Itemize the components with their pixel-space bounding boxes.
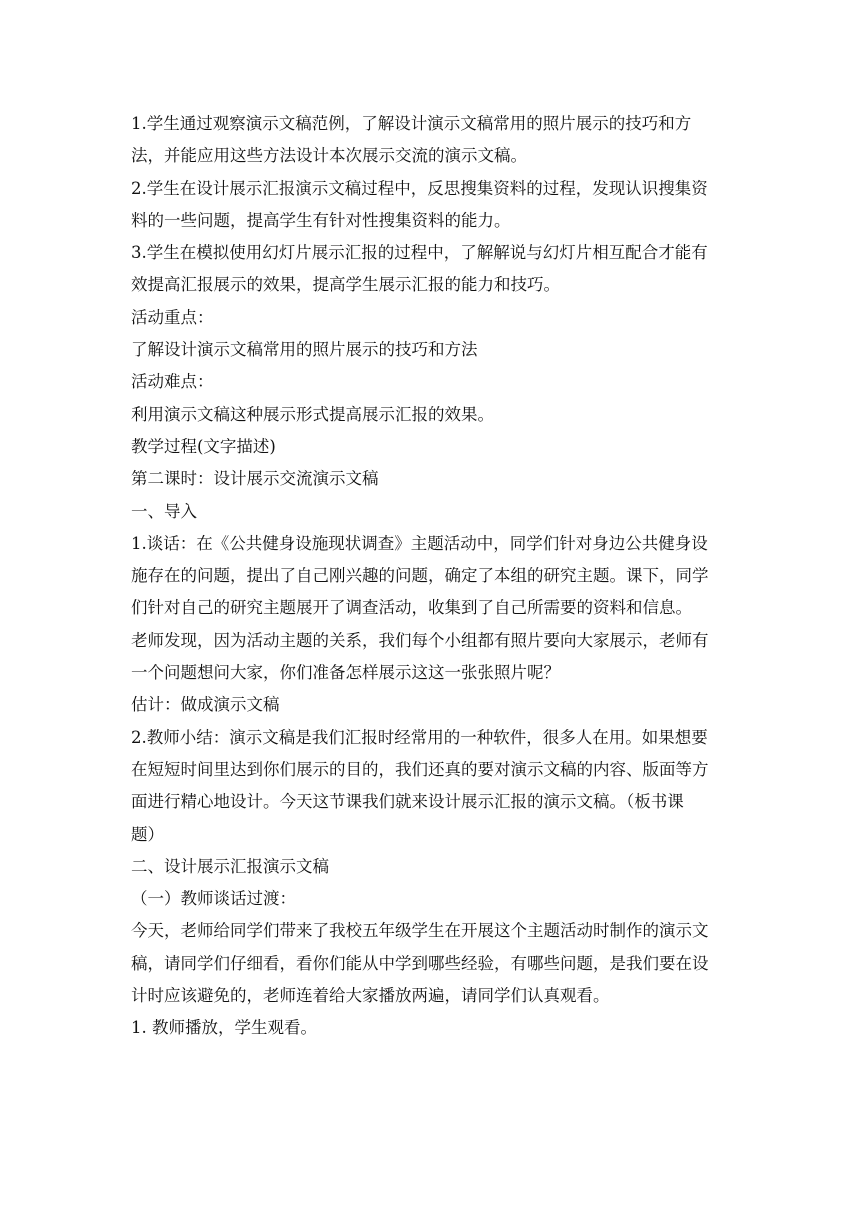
text-line: 题） — [131, 824, 164, 844]
text-line: 们针对自己的研究主题展开了调查活动，收集到了自己所需要的资料和信息。 — [131, 598, 692, 618]
section-heading: 活动重点： — [131, 307, 214, 327]
section-heading: 教学过程(文字描述) — [131, 436, 276, 456]
text-line: 在短短时间里达到你们展示的目的，我们还真的要对演示文稿的内容、版面等方 — [131, 759, 709, 779]
text-line: 面进行精心地设计。今天这节课我们就来设计展示汇报的演示文稿。（板书课 — [131, 792, 684, 812]
section-heading: 二、设计展示汇报演示文稿 — [131, 856, 329, 876]
text-line: 1. 教师播放，学生观看。 — [131, 1018, 317, 1038]
text-line: 估计：做成演示文稿 — [131, 695, 280, 715]
section-heading: 一、导入 — [131, 501, 197, 521]
text-line: 1.学生通过观察演示文稿范例，了解设计演示文稿常用的照片展示的技巧和方 — [131, 114, 692, 133]
text-line: 计时应该避免的，老师连着给大家播放两遍，请同学们认真观看。 — [131, 986, 610, 1006]
section-heading: （一）教师谈话过渡： — [131, 889, 296, 909]
text-line: 稿，请同学们仔细看，看你们能从中学到哪些经验，有哪些问题，是我们要在设 — [131, 953, 709, 973]
text-line: 施存在的问题，提出了自己刚兴趣的问题，确定了本组的研究主题。课下，同学 — [131, 566, 709, 586]
text-line: 了解设计演示文稿常用的照片展示的技巧和方法 — [131, 340, 478, 360]
text-line: 效提高汇报展示的效果，提高学生展示汇报的能力和技巧。 — [131, 275, 560, 295]
text-line: 2.学生在设计展示汇报演示文稿过程中，反思搜集资料的过程，发现认识搜集资 — [131, 178, 708, 198]
section-heading: 第二课时：设计展示交流演示文稿 — [131, 469, 379, 489]
text-line: 今天，老师给同学们带来了我校五年级学生在开展这个主题活动时制作的演示文 — [131, 921, 709, 941]
text-line: 1.谈话：在《公共健身设施现状调查》主题活动中，同学们针对身边公共健身设 — [131, 533, 708, 553]
document-body — [131, 108, 731, 1045]
text-line: 料的一些问题，提高学生有针对性搜集资料的能力。 — [131, 210, 511, 230]
text-line: 一个问题想问大家，你们准备怎样展示这这一张张照片呢？ — [131, 663, 560, 683]
text-line: 老师发现，因为活动主题的关系，我们每个小组都有照片要向大家展示，老师有 — [131, 630, 709, 650]
text-line: 2.教师小结：演示文稿是我们汇报时经常用的一种软件，很多人在用。如果想要 — [131, 727, 708, 747]
text-line: 法，并能应用这些方法设计本次展示交流的演示文稿。 — [131, 146, 527, 166]
text-line: 3.学生在模拟使用幻灯片展示汇报的过程中，了解解说与幻灯片相互配合才能有 — [131, 243, 708, 263]
text-line: 利用演示文稿这种展示形式提高展示汇报的效果。 — [131, 404, 494, 424]
section-heading: 活动难点： — [131, 372, 214, 392]
